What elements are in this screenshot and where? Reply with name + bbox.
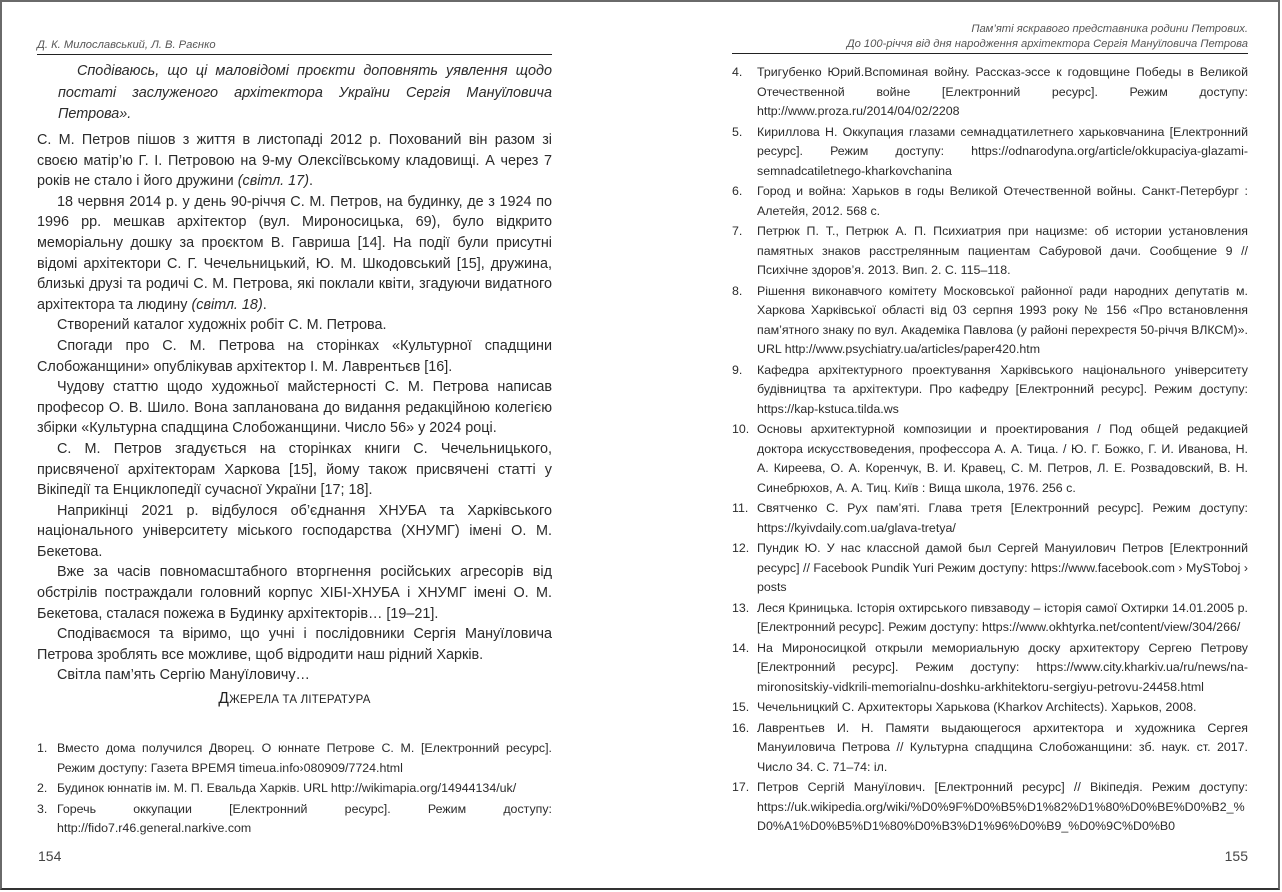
paragraph: Чудову статтю щодо художньої майстерності С. М. Петрова написав професор О. В. Шило. Вона запланована до видання редакційною колегією збірки «Культурна спадщина Слобожанщини. Число 56» у 2024 році. xyxy=(37,379,552,437)
page-number: 155 xyxy=(1224,848,1248,864)
paragraph: С. М. Петров згадується на сторінках книги С. Чечельницького, присвяченої архітекторам Харкова [15], йому також присвячені статті у Вікіпедії та Енциклопедії сучасної України [17; 18]. xyxy=(37,440,552,499)
reference-list xyxy=(732,63,1248,838)
running-head-line: Пам’яті яскравого представника родини Петрових. xyxy=(971,23,1248,35)
page-number: 154 xyxy=(38,848,62,864)
paragraph: Створений каталог художніх робіт С. М. Петрова. xyxy=(57,317,387,334)
closing-quote xyxy=(58,61,552,126)
header-rule xyxy=(37,54,552,55)
reference-item: 17. Петров Сергій Мануїлович. [Електронний ресурс] // Вікіпедія. Режим доступу: https://uk.wikipedia.org/wiki/%D0%9F%D0%B5%D1%82%D1%80%D0%BE%D0%B2_%D0%A1%D0%B5%D1%80%D0%B3%D1%96%D0%B9_%D0%9C%D0%B0 xyxy=(732,780,1248,833)
paragraph: 18 червня 2014 р. у день 90-річчя С. М. Петров, на будинку, де з 1924 по 1996 рр. мешкав архітектор (вул. Мироносицька, 69), було відкрито меморіальну дошку за проєктом В. Гавриша [14]. На події були присутні відомі архітектори С. Г. Чечельницький, Ю. М. Шкодовський [15], дружина, близькі друзі та родичі С. М. Петрова, які поклали квіти, згадуючи видатного архітектора та людину (світл. 18). xyxy=(37,193,552,313)
reference-item: 10. Основы архитектурной композиции и проектирования / Под общей редакцией доктора искусствоведения, профессора А. А. Тица. / Ю. Г. Божко, Г. И. Иванова, Н. А. Киреева, О. А. Коренчук, В. И. Кравец, С. М. Петров, Л. Е. Розвадовский, В. Н. Синебрюхов, А. А. Тиц. Київ : Вища школа, 1976. 256 с. xyxy=(732,422,1248,495)
reference-item: 16. Лаврентьев И. Н. Памяти выдающегося архитектора и художника Сергея Мануиловича Петрова // Культурна спадщина Слобожанщини: зб. наук. ст. 2017. Число 34. С. 71–74: іл. xyxy=(732,720,1248,774)
reference-item: 14. На Мироносицкой открыли мемориальную доску архитектору Сергею Петрову [Електронний ресурс]. Режим доступу: https://www.city.kharkiv.ua/ru/news/na-mironositskiy-vidkrili-memorialnu-doshku-arkhitektoru-sergiyu-petrovu-24458.html xyxy=(732,640,1248,694)
reference-item: 15. Чечельницкий С. Архитекторы Харькова (Kharkov Architects). Харьков, 2008. xyxy=(732,700,1197,714)
header-rule xyxy=(732,53,1248,54)
reference-item: 4. Тригубенко Юрий.Вспоминая войну. Рассказ-эссе к годовщине Победы в Великой Отечественной войне [Електронний ресурс]. Режим доступу: http://www.proza.ru/2014/04/02/2208 xyxy=(732,65,1248,118)
running-head-line: До 100-річчя від дня народження архітектора Сергія Мануїловича Петрова xyxy=(846,38,1248,50)
section-title-sources: ДЖЕРЕЛА ТА ЛІТЕРАТУРА xyxy=(218,690,371,707)
figure-reference: (світл. 18) xyxy=(191,296,263,313)
running-head-authors: Д. К. Милославський, Л. В. Раєнко xyxy=(37,39,216,51)
reference-list xyxy=(37,739,552,840)
running-head-title xyxy=(732,22,1248,52)
body-paragraphs xyxy=(37,130,552,686)
paragraph: Спогади про С. М. Петрова на сторінках «Культурної спадщини Слобожанщини» опублікував архітектор І. М. Лаврентьєв [16]. xyxy=(37,337,552,375)
reference-item: 2. Будинок юннатів ім. М. П. Евальда Харків. URL http://wikimapia.org/14944134/uk/ xyxy=(37,781,517,795)
paragraph: Наприкінці 2021 р. відбулося об’єднання ХНУБА та Харківського національного університету міського господарства (ХНУМГ) імені О. М. Бекетова. xyxy=(37,502,552,560)
reference-item: 9. Кафедра архітектурного проектування Харківського національного університету будівництва та архітектури. Про кафедру [Електронний ресурс]. Режим доступу: https://kap-kstuca.tilda.ws xyxy=(732,362,1248,416)
figure-reference: (світл. 17) xyxy=(237,173,309,190)
page-155 xyxy=(732,0,1248,892)
reference-item: 8. Рішення виконавчого комітету Московської районної ради народних депутатів м. Харкова Харківської області від 03 серпня 1993 року № 156 «Про встановлення пам’ятного знаку по вул. Академіка Павлова (у районі перехрестя 50-річчя ВЛКСМ)». URL http://www.psychiatry.ua/articles/paper420.htm xyxy=(732,283,1248,356)
reference-item: 13. Леся Криницька. Історія охтирського пивзаводу – історія самої Охтирки 14.01.2005 р. [Електронний ресурс]. Режим доступу: https://www.okhtyrka.net/content/view/304/266/ xyxy=(732,600,1248,634)
paragraph: Світла пам’ять Сергію Мануїловичу… xyxy=(57,667,310,684)
quote-text: Сподіваюсь, що ці маловідомі проєкти доповнять уявлення щодо постаті заслуженого архітектора України Сергія Мануїловича Петрова». xyxy=(58,63,552,122)
reference-item: 1. Вместо дома получился Дворец. О юннате Петрове С. М. [Електронний ресурс]. Режим доступу: Газета ВРЕМЯ timeua.info›080909/7724.html xyxy=(37,741,552,775)
reference-item: 12. Пундик Ю. У нас классной дамой был Сергей Мануилович Петров [Електронний ресурс] // Facebook Pundik Yuri Режим доступу: https://www.facebook.com › MySToboj › posts xyxy=(732,541,1248,594)
paragraph: Сподіваємося та віримо, що учні і послідовники Сергія Мануїловича Петрова зроблять все можливе, щоб відродити наш рідний Харків. xyxy=(37,626,552,663)
reference-item: 3. Горечь оккупации [Електронний ресурс]. Режим доступу: http://fido7.r46.general.narkive.com xyxy=(37,801,552,835)
paragraph: С. М. Петров пішов з життя в листопаді 2012 р. Похований він разом зі своєю матір’ю Г. І. Петровою на 9-му Олексіївському кладовищі. А через 7 років не стало і його дружини (світл. 17). xyxy=(37,132,552,190)
reference-item: 5. Кириллова Н. Оккупация глазами семнадцатилетнего харьковчанина [Електронний ресурс]. Режим доступу: https://odnarodyna.org/article/okkupaciya-glazami-semnadcatiletnego-kharkovchanina xyxy=(732,124,1248,178)
reference-item: 7. Петрюк П. Т., Петрюк А. П. Психиатрия при нацизме: об истории установления памятных знаков расстрелянным пациентам Сабуровой дачи. Сообщение 9 // Психічне здоров’я. 2013. Вип. 2. С. 115–118. xyxy=(732,224,1248,277)
reference-item: 6. Город и война: Харьков в годы Великой Отечественной войны. Санкт-Петербург : Алетейя, 2012. 568 с. xyxy=(732,184,1248,218)
reference-item: 11. Святченко С. Рух пам’яті. Глава третя [Електронний ресурс]. Режим доступу: https://kyivdaily.com.ua/glava-tretya/ xyxy=(732,501,1248,535)
page-154 xyxy=(37,0,552,892)
paragraph: Вже за часів повномасштабного вторгнення російських агресорів від обстрілів постраждали головний корпус ХІБІ-ХНУБА і ХНУМГ імені О. М. Бекетова, сталася пожежа в Будинку архітекторів… [19–21]. xyxy=(37,564,552,622)
